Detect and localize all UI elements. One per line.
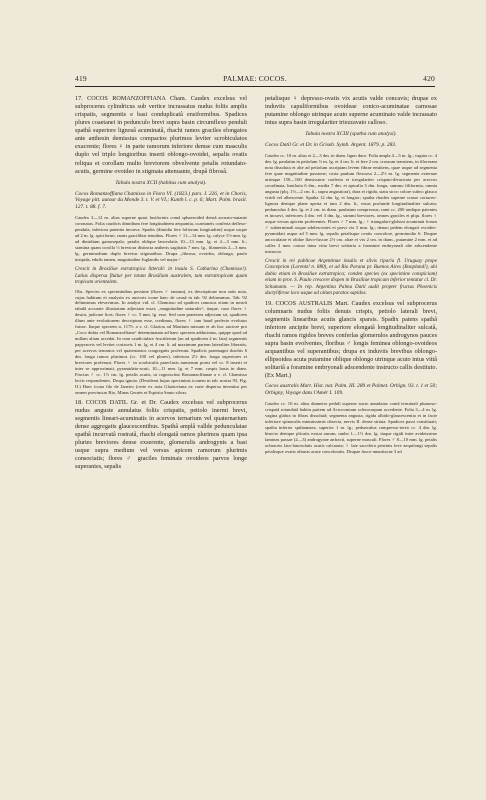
page-number-right: 420 — [423, 74, 435, 83]
running-title: PALMAE: COCOS. — [223, 74, 287, 83]
running-header — [75, 74, 435, 86]
species-17-observation: Obs. Species ex speciminibus pessime (flores ♂ tantum), ex descriptione non satis nota, cujus habitum et analysin ex auctoris icone haec de causâ in tab. 92 delineamus. Tab. 92 delineamus elevavimus. In analysi vid. cl. Chamisso ad spadices ramosos etiam in nostrâ tabulâ accurate illustratam adjectam esset; „magnitudine naturalis“; itaque, cum flores ♀ desint, judicare licet, flores ♀ cc. 5 mm. lg. esse. Sed cum praeterea adjectam sit, spadicem illum ante evolutionem descriptum esse, credimus, flores ♀ tam haud perfecte evolutos fuisse. Itaque speciem n. 1175: a v. cl. Glaziou ad Martium missam et ab hoc auctore pro „Coco dubia vel Romanzoffiana“ determinatam ad hanc speciem adducimus, quippe quod ad nullam aliam accedat. In cum caudiciulare fructiferum (an ad spadicem 2 m. lata) segmentis papyraceis vel leviter coriaceis 1 m. lg. et 4 cm. lt. ad maximum partem lateraliter liberatis, per acervos ternarios vel quaternarios congregatis proferunt. Spadicis praemagni rhachis 6 dm. longa ramos plurimos (cc. 100 vel plures), inferiora 2½ dm. longa superiores et breviores proferunt. Flores ♀ in scrobiculis praeclusis numerum ponsi vel cc. 8 inserti et inter se approximati, pyramidato-acuti, 10—11 mm. lg. et 7 mm. cuspis basis in diam. Fructus ♂ cc. 1½ cm. lg. petalis acutis, ut cognoscitur Romanzoffianae a v. cl. Chamisso lectis respondentes. Drupa ignota. (Desiderat hujus speciminis iconem in tab. nostra 93, Fig. II.) Haec icona filo de Janeiro (certe ex nota Glazioviana ex carie dispersa invenitur per omnes provincias Rio, Minas Geraës et Espiritu Santo silvas. — [75, 288, 247, 396]
species-18-distribution: Crescit in rei publicae Argentinae insulis et silvis riparia fl. Uruguay prope Concepcion (Lorentz! n. 880), et ad Rio Parana pr. Buenos Aires (Bonpland!), ubi dubio etiam in Brasiliae extratropica; conden species (ex specimine conspiciam) etiam in prov. S. Paulo crescere dispen in Brasiliae tropicam inferior tentatur cl. Dr. Schumann. — In rep. Argentina Palma Datil audit propter fructus Phoenicis dactyliferae loco usque ad oilum paratos sapidos. — [265, 257, 437, 297]
species-18-detail: Caudex cc. 10 m. altus et 2—3 dm. in diam. ligno duro. Folia ampla 4—5 m. lg.; vagina cc. 4 dm. lg. paulatim in petiolum ½ m. lg. et 4 cm. lt. et fere 2 cm. crassum transiens, in illaceram nota dissoluta et alte ad petiolum ascriptam levem fibrae emittens, quae usque ad segmenta fere quae magnitudine passione; costa paulum flexuosa 2—2½ m. lg. segmenta externae utrinque 150—160 densissime conferta et irregulariter crispato-divaricata per acervos coordinata, basilaria 6 dm., media 7 dm. et apicalia 3 dm. longa, summo filiformia, omnia angusta (plq. 1½—2 cm. lt., supra angustiora), dura et rigida, statu sicco colore subvo glauco viridi vel albescente. Spatha 12 dm. lg. et longior; spatha rhachis superne crasse cortaceo-lignosa denique plane aperta et tum 2 dm. lt., extus profunde longitudinaliter sulcata; pedunculus 4 dm. lg. et 2 cm. in diam. paulatum compressus; rami cc. 200 undique patentes et incurvi, inferiores 4 dm. vel 3 dm. lg., summi breviores, omnes graciles et plqu. flores ♀ usque versus apicem proferentes. Flores ♂ 7 mm. lg.; ♀ triangulari-globosi acuminati forum ♂ subterminali usque adolescentes et parvi vix 5 mm. lg.; denuo pedem elongati ovoideo-pyramidati usque ad 5 mm. lg. sepalis petalisque ovatis concolore, germinodio 6. Drupae ancoculatae et olidae flavo-fuscae 2½ cm. altae et vix 2 cm. in diam., putamine 2 mm. et ad calles 3 mm. crasso intus vitta brevi solitaria a foramine embryonali alte adscendente instructo. — [265, 153, 437, 254]
species-18-description-cont: petalisque ♀ depresso-ovatis vix acutis valde concavis; drupae ex induviis capuliformibus ovoideae conico-acuminatae carnosae putamine oblongo utrinque acuto superne acuminato valde incrassato intus supra basin irregulariter triezzavato calloso. — [265, 95, 437, 127]
left-column — [75, 95, 247, 475]
species-17-plate-reference: Tabula nostra XCII (habitus cum analysi). — [115, 179, 207, 186]
page-number-left: 419 — [75, 74, 87, 83]
species-19-synonymy: Cocos australis Mart. Hist. nat. Palm. III. 289 et Palmet. Orbign. 93. t. 1 et 50; Orbigny, Voyage dans l'Amér I. 109. — [265, 383, 437, 397]
species-17-description: 17. COCOS ROMANZOFFIANA Cham. Caudex excelsus vel subprocerus cylindricus sub vertice incrassatus nudus foliis amplis crispatis, segmentis e basi conduplicatâ ensiformibus. Spadices plures coaetanei in pedunculo brevi supra basin circumflexo penduli spathâ superiore lignosâ acuminatâ, rhachi ramos graciles elongatos ante anthesin demissius compactos plurimos leviter scrobiculatos exacrente; flores ♀ in parte ramorum inferiore demse cum masculis duplo vel triplo longioribus inserti oblongo-ovoidei, sepalis ovatis reliqua et corollam multo breviorem obvelvente petalis rotundato-acutis, germine ovoideo in stigmata attenuante, drupâ fibrosâ. — [75, 95, 247, 175]
header-rule — [75, 86, 435, 87]
species-18-description: 18. COCOS DATIL Gr. et Dr. Caudex excelsus vel subprocerus nudus anguste annulatus foliis crispatis, petiolo inermi brevi, segmentis lineari-acuminatis in acervos ternarium vel quaternarium dense aggregatis glaucescentibus. Spathâ amplâ vallde pedunculatae spathâ incurvatâ rostratâ, rhachi elongatâ ramos plurimos quam ipsa pluries breviores dense exserente, glomerulis androgynis a basi usque supra medium vel versus apicem ramorum plurimis consociatis; flores ♂ graciles feminais ovoideos parvos longe superantes, sepalis — [75, 398, 247, 471]
species-18-plate-reference: Tabula nostra XCIII (spatha cum analysi). — [305, 131, 397, 138]
species-17-synonymy: Cocos Romanzoffiana Chamisso in Flora VI. (1823.) pars. I. 226, et in Choris, Voyage pitt. autour du Monde 3. t. V. et VI.; Kunth l. c. p. 6; Mart. Palm. brasil. 127. t. 88. f. 7. — [75, 190, 247, 211]
right-column — [265, 95, 437, 458]
species-19-description: 19. COCOS AUSTRALIS Mart. Caudex excelsus vel subprocerus columnaris nudus foliis denuis crispis, petiolo laterali brevi, segmentis linearibus acutis glancis sparsis. Spadix patens spathâ inferiore ancipite brevi, superiore elongatâ longitudinaliter sulcatâ, rhachi ramos rigidos breves conferlas glomerulos androgynos pauces supra basin evolventes, floribus ♂ longis feminea oblongo-ovoideos acquantibus vel superantibus; drupa ex induviis brevibus oblongo-ellipsoidea acuta putamine oblique oblongo utrinque acuto intus vittâ solitariâ a foramine embryonali adscendente instructo callis destituto. (Ex Mart.) — [265, 299, 437, 380]
species-17-distribution: Crescit in Brasiliae extratropica litterali: in insula S. Catharina (Chamisso!). Latius dispersa fluitur per totam Brasiliam australem, tam extratropicam quam tropicam orientalem. — [75, 266, 247, 286]
species-19-detail: Caudex cc. 10 m. altus diametro peduli superne aucto annulatus comâ terminali plumoso-crispatâ rotundatâ habitu partem ad Acrocomiam sclerocarpam accedente. Folia 3—4 m. lg. vagina glabra in fibras dissolutâ; segmenta angusta, rigida albido-glaucescentia et in facie inferiore spinaculis minutissimis obsecta, nervis II. dense striata. Spadices passi constituati; spatha inferior spithamaea, superior 1 m. lg.; pedunculus compresso-tereo cc. 4 dm. lg. bisecto denique plicatis exstat aurum, umbo 1—1½ dm. lg. itaque rigidi inter avideissime laminas passae (2—3) androgynae anfracti, superne masculi. Flores ♂ 8—10 mm. lg. petalis ochraceis lato-lanceolatis acutis calcarata; ♀ late saccifera pristinis leve aequilongi sepalis petalisque ovatis obtusis acute concoloratis. Drupae fusco-amaritacae 3 ad — [265, 401, 437, 454]
species-17-detail: Caudex 3—12 m. altus superne quasi fusiformis comâ sphaeroideâ densâ arcuato-nutante coronatus. Folia caudicis dimidium fere longitudinem aequantia, coaetaneis conferta deflexo-pendula, inferiora patentia incurva. Spadix (dimidia fere foliorum longitudine) usque usque ad 2 m. lg. spiciformi, ramis gracilibus tenuibus. Flores ♂ 11—14 mm. lg. calyce 1½ mm. lg. ad dimidium gamosepalo, petalis oblique lanceolatis 10—13 mm. lg. et 2—3 mm. lt.; stamina quam corolla ⅓ breviora distincta antheris sagittatis 7 mm. lg., filamentis 2—3 mm. lg. germinodium duplo brevius stigmatibus. Drupa „fibrosa, ovoidea, oblonga, paulo insipida, edulis tamen, magnitudine Juglandis vel major.“ — [75, 215, 247, 263]
species-18-synonymy: Cocos Datil Gr. et Dr. in Griseb. Symb. Argent. 1879. p. 283. — [265, 142, 397, 149]
